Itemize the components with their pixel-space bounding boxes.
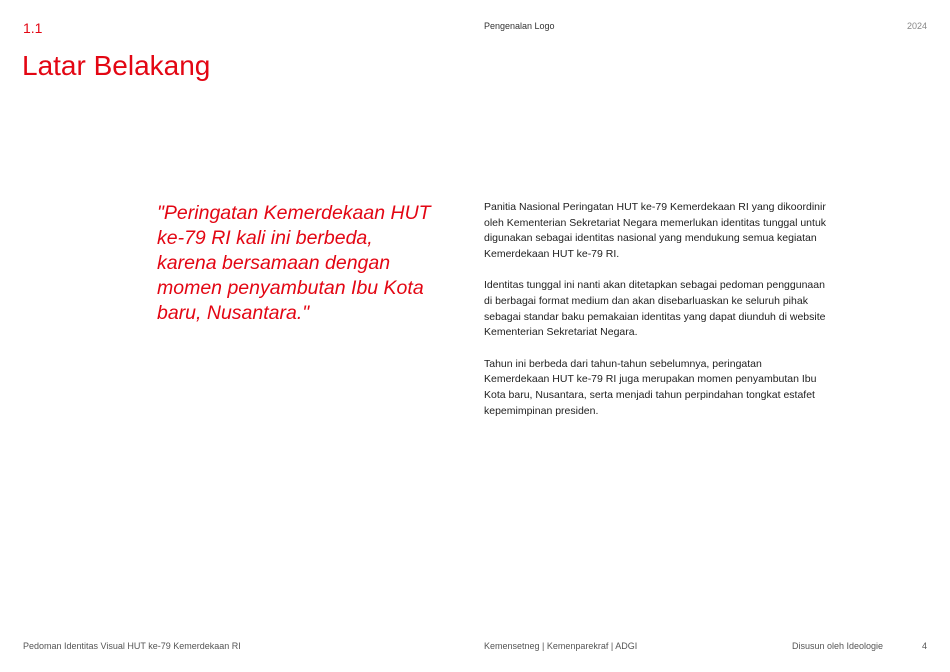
header-year: 2024	[906, 21, 927, 31]
paragraph-3: Tahun ini berbeda dari tahun-tahun sebelumnya, peringatan Kemerdekaan HUT ke-79 RI juga merupakan momen penyambutan Ibu Kota baru, Nusantara, serta menjadi tahun perpindahan tongkat estafet kepemimpinan presiden.	[484, 357, 817, 417]
footer-document-title: Pedoman Identitas Visual HUT ke-79 Kemerdekaan RI	[23, 641, 241, 651]
page-number: 4	[921, 641, 927, 651]
paragraph-2: Identitas tunggal ini nanti akan ditetapkan sebagai pedoman penggunaan di berbagai format medium dan akan disebarluaskan ke seluruh pihak sebagai standar baku pemakaian identitas yang dapat diunduh di website Kementerian Sekretariat Negara.	[484, 279, 826, 339]
footer-credit: Disusun oleh Ideologie	[792, 641, 884, 651]
paragraph-1: Panitia Nasional Peringatan HUT ke-79 Kemerdekaan RI yang dikoordinir oleh Kementerian Sekretariat Negara memerlukan identitas tunggal untuk digunakan sebagai identitas nasional yang mendukung semua kegiatan Kemerdekaan HUT ke-79 RI.	[484, 201, 827, 260]
pull-quote: "Peringatan Kemerdekaan HUT ke-79 RI kali ini berbeda, karena bersamaan dengan momen penyambutan Ibu Kota baru, Nusantara."	[157, 202, 431, 324]
page-title: Latar Belakang	[22, 50, 211, 81]
body-text	[484, 200, 829, 435]
section-number: 1.1	[23, 20, 43, 36]
chapter-label: Pengenalan Logo	[484, 21, 555, 31]
footer-organizations: Kemensetneg | Kemenparekraf | ADGI	[484, 641, 638, 651]
